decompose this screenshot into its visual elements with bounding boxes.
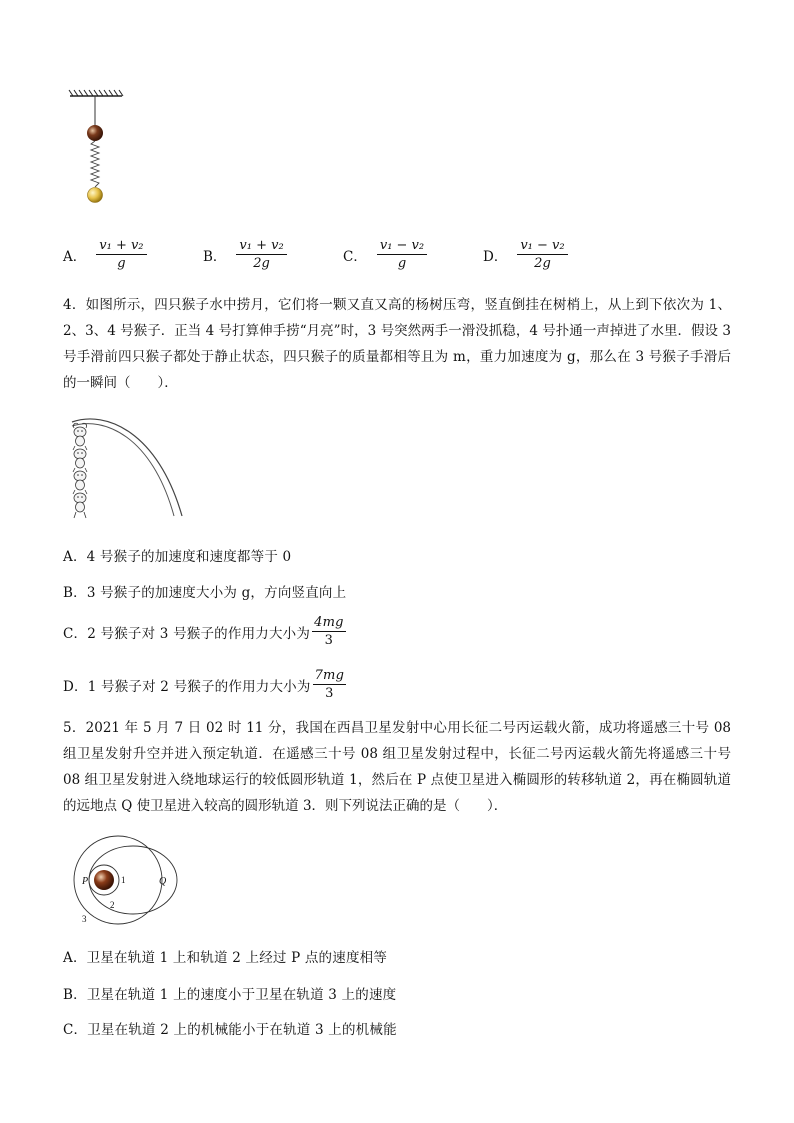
q3-option-c-fraction: $\frac{\text{v₁ − v₂}}{g}$: [377, 238, 427, 271]
q5-option-c[interactable]: C．卫星在轨道 2 上的机械能小于在轨道 3 上的机械能: [63, 1022, 397, 1038]
label-3: 3: [82, 914, 87, 924]
monkeys-tree-figure: [66, 412, 188, 522]
q4-stem: 4．如图所示，四只猴子水中捞月，它们将一颗又直又高的杨树压弯，竖直倒挂在树梢上，从上到下依次为 1、2、3、4 号猴子．正当 4 号打算伸手捞“月亮”时，3 号突然两手一滑没抓稳，4 号扑通一声掉进了水里．假设 3 号手滑前四只猴子都处于静止状态，四只猴子的质量都相等且为 m，重力加速度为 g，那么在 3 号猴子手滑后的一瞬间（ ）．: [63, 297, 731, 391]
q3-option-d[interactable]: D． $\frac{\text{v₁ − v₂}}{2g}$: [483, 238, 568, 271]
monkey-chain: [74, 427, 86, 512]
label-p: P: [82, 876, 89, 887]
label-2: 2: [110, 900, 115, 910]
q3-option-a[interactable]: A． $\frac{\text{v₁ + v₂}}{g}$: [63, 238, 147, 271]
q5-option-b[interactable]: B．卫星在轨道 1 上的速度小于卫星在轨道 3 上的速度: [63, 987, 397, 1003]
q3-option-b-fraction: $\frac{\text{v₁ + v₂}}{2g}$: [236, 238, 286, 271]
q3-option-d-fraction: $\frac{\text{v₁ − v₂}}{2g}$: [517, 238, 567, 271]
q3-option-a-fraction: $\frac{\text{v₁ + v₂}}{g}$: [96, 238, 146, 271]
label-1: 1: [121, 875, 126, 885]
q4-option-a[interactable]: A．4 号猴子的加速度和速度都等于 0: [63, 549, 292, 565]
q4-option-c-fraction: $\frac{4mg}{3}$: [314, 615, 344, 648]
label-q: Q: [159, 876, 167, 887]
q4-option-c[interactable]: C．2 号猴子对 3 号猴子的作用力大小为 $\frac{4mg}{3}$: [63, 615, 344, 648]
spring-ball-figure: [66, 88, 126, 208]
orbits-figure: [66, 834, 186, 930]
q3-option-c[interactable]: C． $\frac{\text{v₁ − v₂}}{g}$: [343, 238, 427, 271]
q3-options: [63, 238, 623, 274]
q4-option-d-fraction: $\frac{7mg}{3}$: [314, 668, 345, 701]
lower-ball: [88, 188, 103, 203]
q5-stem: 5．2021 年 5 月 7 日 02 时 11 分，我国在西昌卫星发射中心用长征二号丙运载火箭，成功将遥感三十号 08 组卫星发射升空并进入预定轨道．在遥感三十号 08 组卫星发射过程中，长征二号丙运载火箭先将遥感三十号 08 组卫星发射进入绕地球运行的较低圆形轨道 1，然后在 P 点使卫星进入椭圆形的转移轨道 2，再在椭圆轨道的远地点 Q 使卫星进入较高的圆形轨道 3．则下列说法正确的是（ ）．: [63, 720, 731, 814]
earth: [94, 870, 114, 890]
q3-option-b[interactable]: B． $\frac{\text{v₁ + v₂}}{2g}$: [203, 238, 287, 271]
q4-option-b[interactable]: B．3 号猴子的加速度大小为 g，方向竖直向上: [63, 585, 347, 601]
q5-option-a[interactable]: A．卫星在轨道 1 上和轨道 2 上经过 P 点的速度相等: [63, 950, 388, 966]
upper-ball: [87, 125, 103, 141]
q4-option-d[interactable]: D．1 号猴子对 2 号猴子的作用力大小为 $\frac{7mg}{3}$: [63, 668, 345, 701]
